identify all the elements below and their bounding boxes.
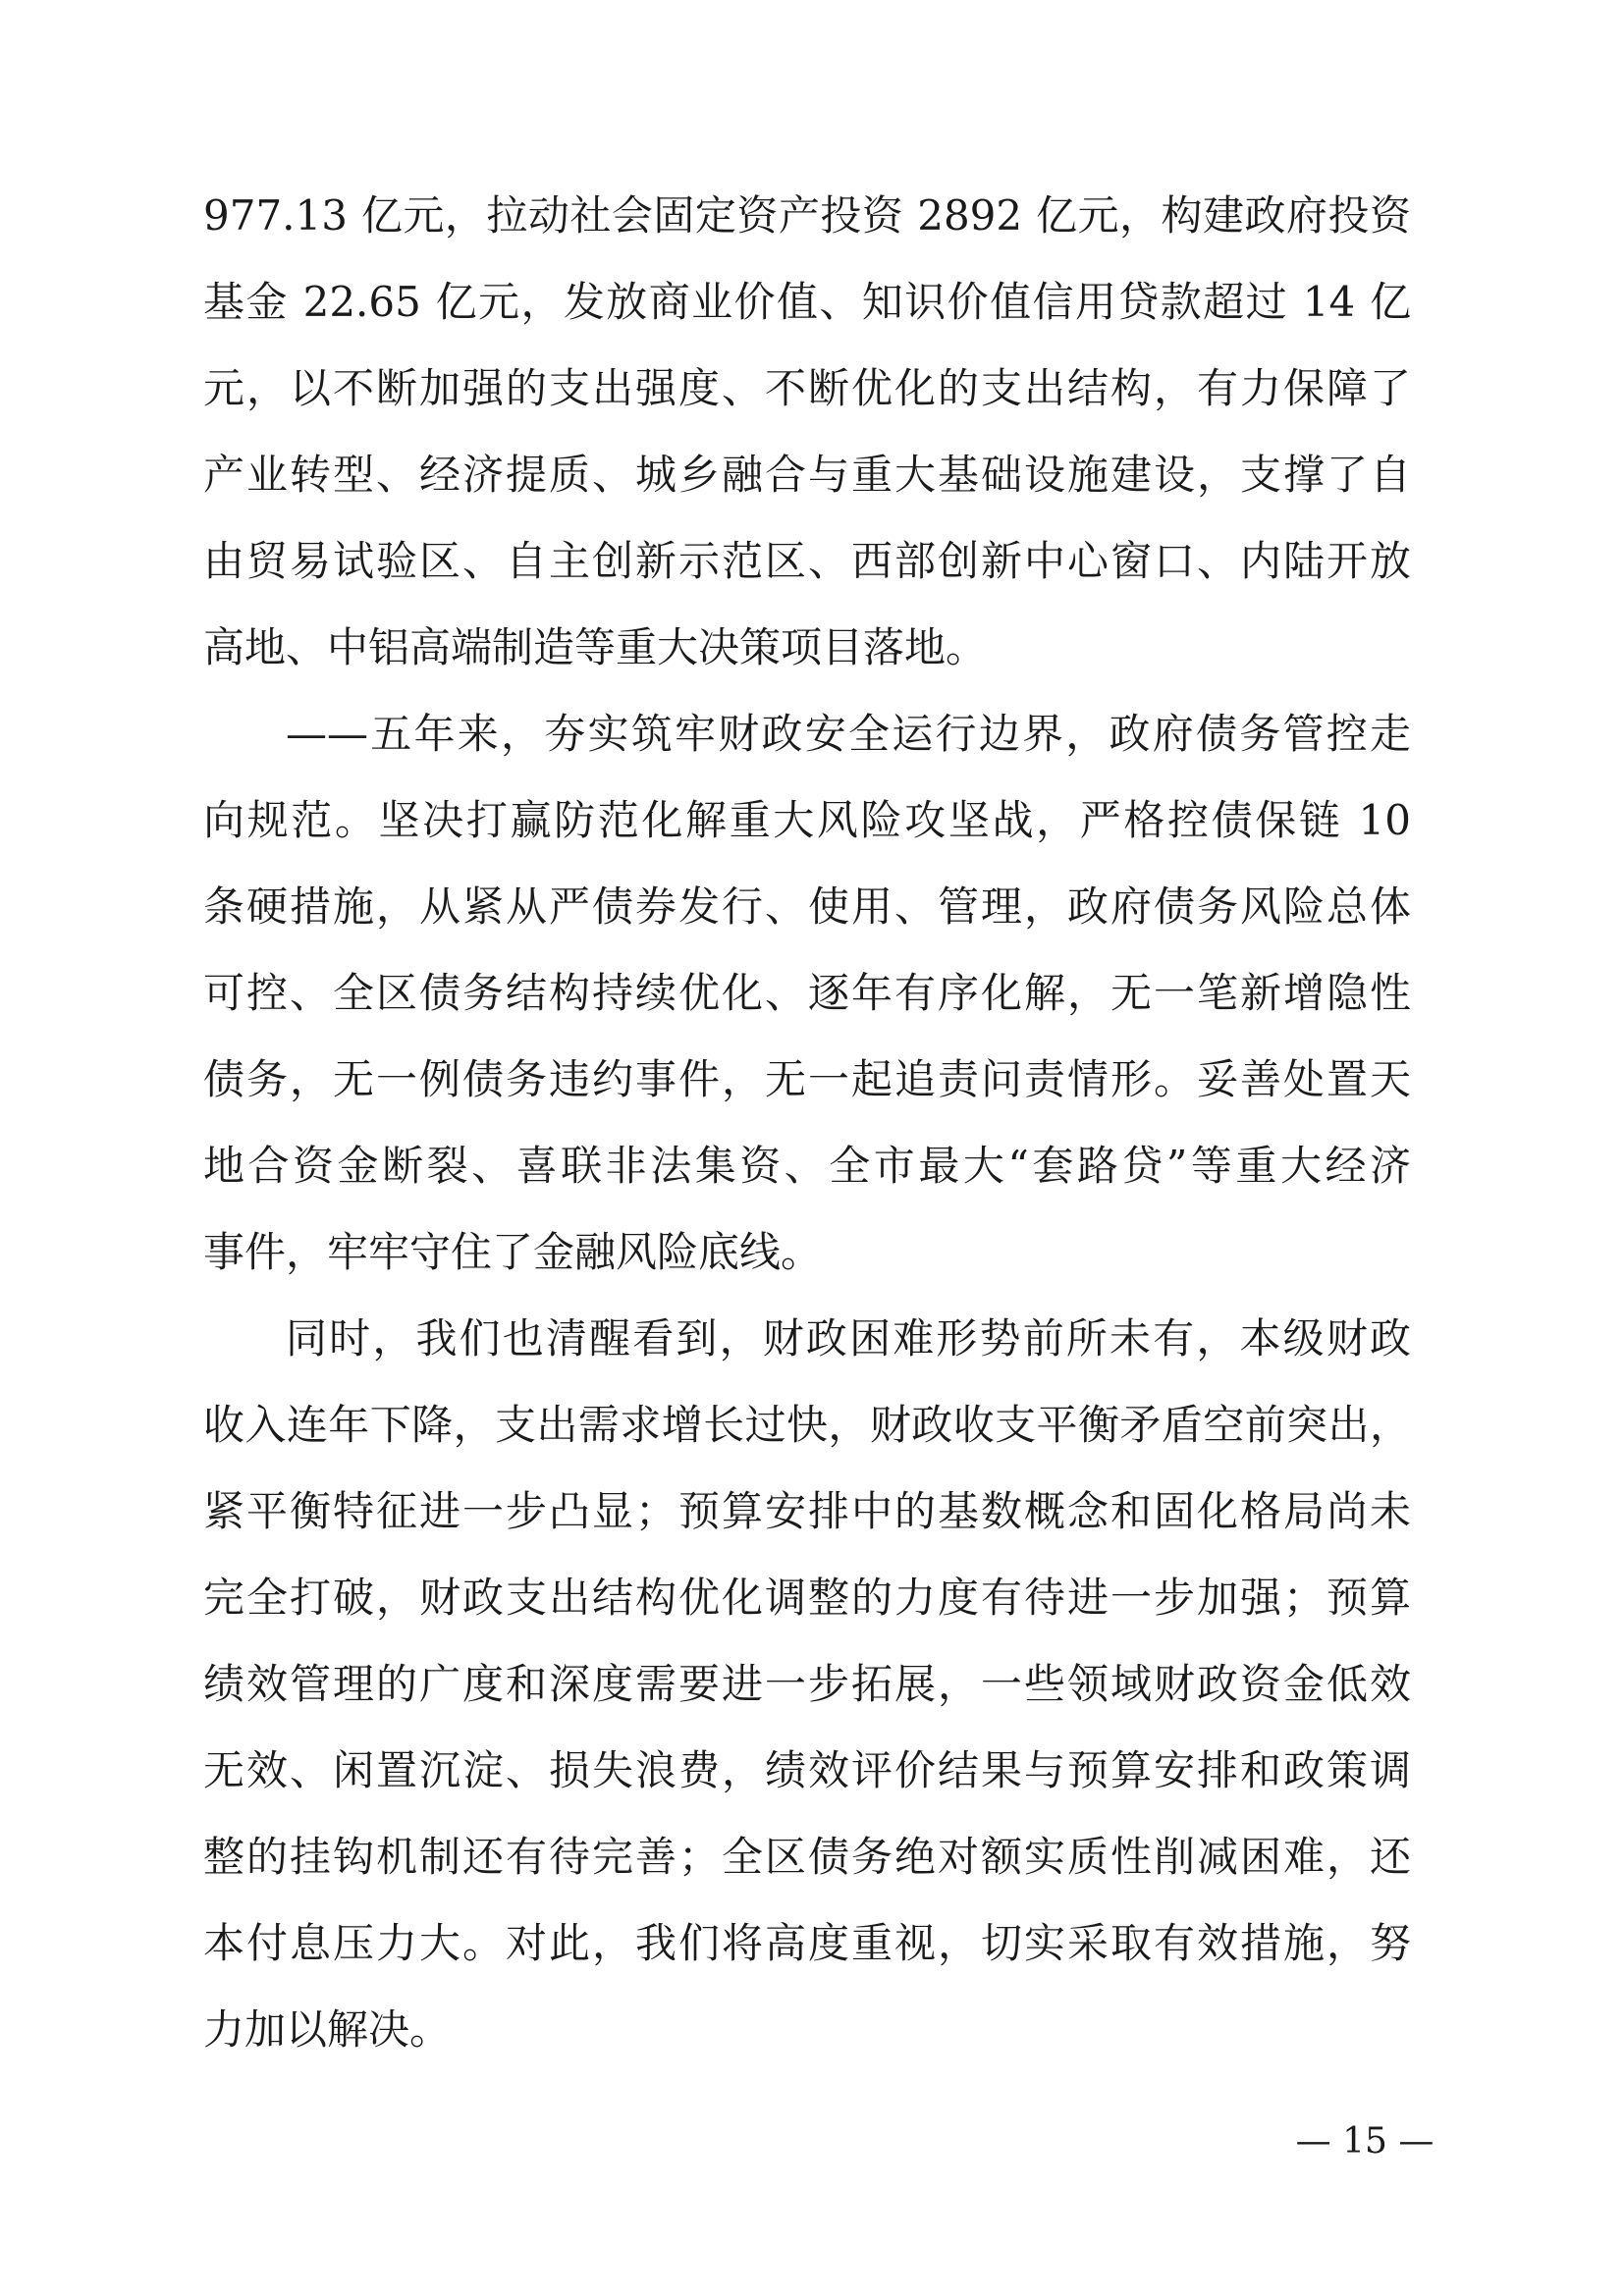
- text-line: 无效、闲置沉淀、损失浪费，绩效评价结果与预算安排和政策调: [203, 1746, 1411, 1794]
- text-line: 完全打破，财政支出结构优化调整的力度有待进一步加强；预算: [203, 1574, 1411, 1622]
- page-number: — 15 —: [1295, 2121, 1435, 2162]
- text-line: 条硬措施，从紧从严债券发行、使用、管理，政府债务风险总体: [203, 882, 1411, 931]
- text-line: ——五年来，夯实筑牢财政安全运行边界，政府债务管控走: [286, 710, 1411, 758]
- text-line: 本付息压力大。对此，我们将高度重视，切实采取有效措施，努: [203, 1919, 1411, 1967]
- text-line: 地合资金断裂、喜联非法集资、全市最大“套路贷”等重大经济: [203, 1142, 1411, 1190]
- text-line: 产业转型、经济提质、城乡融合与重大基础设施建设，支撑了自: [203, 451, 1411, 499]
- text-line: 整的挂钩机制还有待完善；全区债务绝对额实质性削减困难，还: [203, 1833, 1411, 1881]
- text-line: 元，以不断加强的支出强度、不断优化的支出结构，有力保障了: [203, 364, 1411, 412]
- text-line: 债务，无一例债务违约事件，无一起追责问责情形。妥善处置天: [203, 1055, 1411, 1103]
- text-line: 绩效管理的广度和深度需要进一步拓展，一些领域财政资金低效: [203, 1660, 1411, 1708]
- text-line: 高地、中铝高端制造等重大决策项目落地。: [203, 623, 988, 671]
- text-line: 由贸易试验区、自主创新示范区、西部创新中心窗口、内陆开放: [203, 537, 1411, 585]
- text-line: 同时，我们也清醒看到，财政困难形势前所未有，本级财政: [286, 1314, 1411, 1362]
- text-line: 977.13 亿元，拉动社会固定资产投资 2892 亿元，构建政府投资: [203, 191, 1411, 240]
- text-line: 力加以解决。: [203, 2005, 452, 2054]
- text-line: 向规范。坚决打赢防范化解重大风险攻坚战，严格控债保链 10: [203, 796, 1411, 844]
- text-line: 可控、全区债务结构持续优化、逐年有序化解，无一笔新增隐性: [203, 969, 1411, 1017]
- text-line: 事件，牢牢守住了金融风险底线。: [203, 1228, 823, 1276]
- text-line: 紧平衡特征进一步凸显；预算安排中的基数概念和固化格局尚未: [203, 1487, 1411, 1535]
- text-line: 收入连年下降，支出需求增长过快，财政收支平衡矛盾空前突出，: [203, 1401, 1411, 1449]
- text-line: 基金 22.65 亿元，发放商业价值、知识价值信用贷款超过 14 亿: [203, 278, 1411, 326]
